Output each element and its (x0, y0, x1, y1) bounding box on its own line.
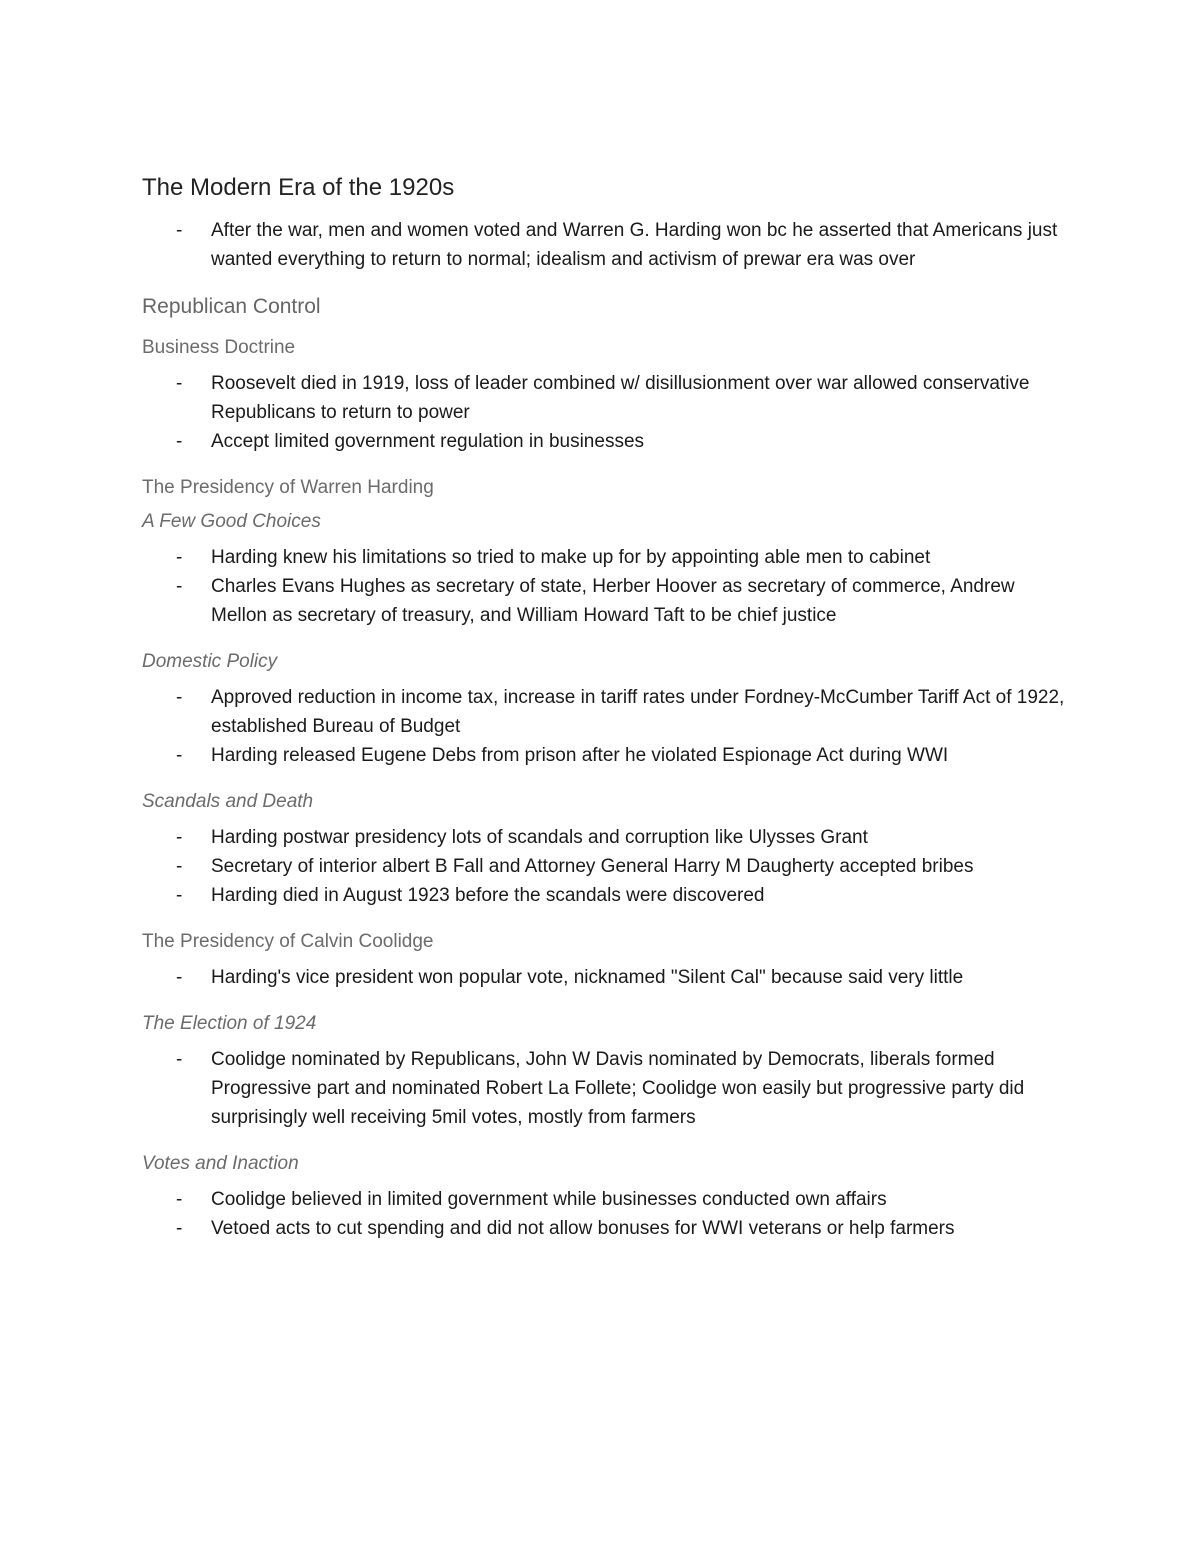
good-choices-list (142, 543, 1072, 630)
section-heading-republican-control: Republican Control (142, 295, 321, 318)
subheading-business-doctrine: Business Doctrine (142, 337, 296, 358)
bullet-dash: - (176, 431, 183, 452)
bullet-dash: - (176, 1049, 183, 1070)
bullet-dash: - (176, 576, 183, 597)
election-1924-list (142, 1045, 1072, 1132)
list-item (142, 963, 1072, 992)
subheading-election-1924: The Election of 1924 (142, 1013, 317, 1034)
subheading-scandals: Scandals and Death (142, 791, 314, 812)
list-item (142, 572, 1072, 630)
list-item-text: Harding's vice president won popular vote, nicknamed "Silent Cal" because said very little (211, 967, 964, 988)
list-item-text: Harding released Eugene Debs from prison after he violated Espionage Act during WWI (211, 745, 949, 766)
list-item-text: Harding postwar presidency lots of scandals and corruption like Ulysses Grant (211, 827, 868, 848)
list-item-text: Accept limited government regulation in businesses (211, 431, 645, 452)
document-page (142, 172, 1072, 1262)
list-item-text: Vetoed acts to cut spending and did not allow bonuses for WWI veterans or help farmers (211, 1218, 955, 1239)
list-item (142, 852, 1072, 881)
business-doctrine-list (142, 369, 1072, 456)
list-item-text: Coolidge nominated by Republicans, John W Davis nominated by Democrats, liberals formed Progressive part and nominated Robert La Follete; Coolidge won easily but progressive party did surprisingly well receiving 5mil votes, mostly from farmers (211, 1049, 1025, 1128)
bullet-dash: - (176, 220, 183, 241)
list-item-text: Harding died in August 1923 before the scandals were discovered (211, 885, 765, 906)
list-item-text: Charles Evans Hughes as secretary of state, Herber Hoover as secretary of commerce, Andrew Mellon as secretary of treasury, and William Howard Taft to be chief justice (211, 576, 1015, 626)
bullet-dash: - (176, 885, 183, 906)
list-item (142, 1214, 1072, 1243)
list-item (142, 683, 1072, 741)
list-item (142, 216, 1072, 274)
bullet-dash: - (176, 1218, 183, 1239)
list-item-text: Secretary of interior albert B Fall and Attorney General Harry M Daugherty accepted bribes (211, 856, 974, 877)
bullet-dash: - (176, 547, 183, 568)
intro-list (142, 216, 1072, 274)
list-item (142, 1045, 1072, 1132)
list-item-text: Approved reduction in income tax, increase in tariff rates under Fordney-McCumber Tariff Act of 1922, established Bureau of Budget (211, 687, 1065, 737)
list-item (142, 369, 1072, 427)
bullet-dash: - (176, 1189, 183, 1210)
subheading-domestic-policy: Domestic Policy (142, 651, 278, 672)
bullet-dash: - (176, 827, 183, 848)
list-item (142, 881, 1072, 910)
votes-inaction-list (142, 1185, 1072, 1243)
list-item (142, 823, 1072, 852)
bullet-dash: - (176, 967, 183, 988)
bullet-dash: - (176, 745, 183, 766)
document-title: The Modern Era of the 1920s (142, 174, 455, 201)
list-item-text: After the war, men and women voted and Warren G. Harding won bc he asserted that Americans just wanted everything to return to normal; idealism and activism of prewar era was over (211, 220, 1058, 270)
list-item (142, 741, 1072, 770)
bullet-dash: - (176, 373, 183, 394)
coolidge-list (142, 963, 1072, 992)
subheading-harding-presidency: The Presidency of Warren Harding (142, 477, 434, 498)
bullet-dash: - (176, 856, 183, 877)
list-item-text: Coolidge believed in limited government while businesses conducted own affairs (211, 1189, 887, 1210)
scandals-list (142, 823, 1072, 910)
subheading-votes-inaction: Votes and Inaction (142, 1153, 299, 1174)
bullet-dash: - (176, 687, 183, 708)
domestic-policy-list (142, 683, 1072, 770)
list-item (142, 543, 1072, 572)
list-item-text: Harding knew his limitations so tried to make up for by appointing able men to cabinet (211, 547, 931, 568)
list-item-text: Roosevelt died in 1919, loss of leader combined w/ disillusionment over war allowed conservative Republicans to return to power (211, 373, 1030, 423)
list-item (142, 1185, 1072, 1214)
list-item (142, 427, 1072, 456)
subheading-coolidge-presidency: The Presidency of Calvin Coolidge (142, 931, 434, 952)
subheading-good-choices: A Few Good Choices (142, 511, 321, 532)
